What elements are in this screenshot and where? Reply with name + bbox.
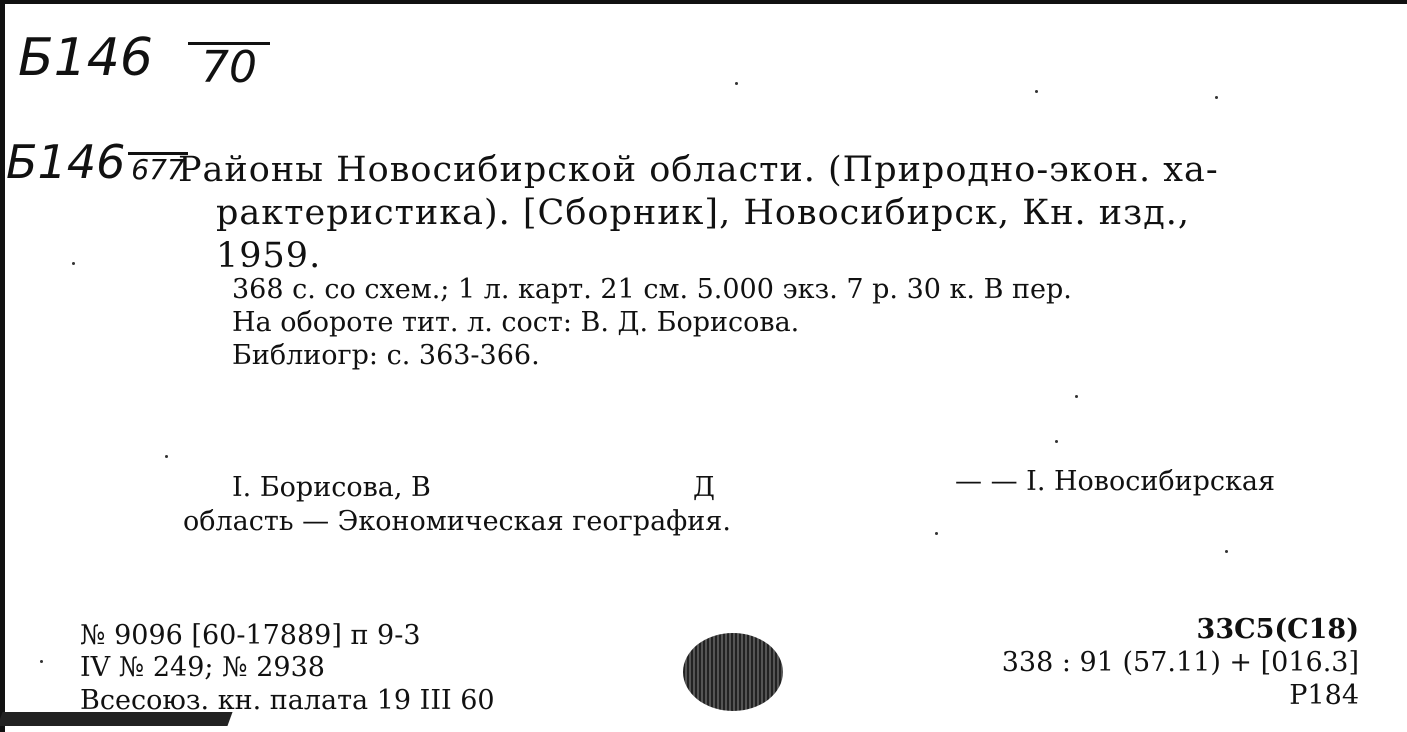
entry-compiler-note: На обороте тит. л. сост: В. Д. Борисова. [232,307,800,338]
entry-title-line-2: рактеристика). [Сборник], Новосибирск, Кн. изд., [216,193,1191,233]
entry-physical-description: 368 с. со схем.; 1 л. карт. 21 см. 5.000 экз. 7 р. 30 к. В пер. [232,274,1072,305]
print-speck [1035,90,1038,93]
call-number-side: Б146 [6,135,126,189]
author-mark: Р184 [1289,680,1359,711]
tracing-subject-end: область — Экономическая география. [183,506,731,537]
card-left-edge [0,0,5,732]
print-speck [735,82,738,85]
entry-bibliography-note: Библиогр: с. 363-366. [232,340,540,371]
udc-index: 338 : 91 (57.11) + [016.3] [1001,647,1359,678]
call-number-top: Б146 [18,28,153,88]
print-speck [165,455,168,458]
print-speck [1215,96,1218,99]
tracing-author: I. Борисова, В [232,472,431,503]
registry-number: № 9096 [60-17889] п 9-3 [80,620,421,651]
print-speck [1055,440,1058,443]
call-number-top-sub: 70 [201,42,257,93]
entry-year: 1959. [216,236,322,276]
print-speck [1225,550,1228,553]
entry-title-line-1: Районы Новосибирской области. (Природно-экон. ха- [178,150,1219,190]
punch-hole [683,633,783,711]
registry-volume: IV № 249; № 2938 [80,652,325,683]
tracing-initial: Д [693,472,715,503]
classification-code: 33С5(С18) [1196,614,1359,645]
tracing-subject-start: — — I. Новосибирская [955,466,1276,497]
card-top-edge [0,0,1407,4]
print-speck [40,660,43,663]
call-number-top-fraction [188,42,270,91]
print-speck [1075,395,1078,398]
print-speck [935,532,938,535]
call-number-side-sub: 677 [131,153,185,186]
registry-chamber: Всесоюз. кн. палата 19 III 60 [80,685,495,716]
print-speck [72,262,75,265]
